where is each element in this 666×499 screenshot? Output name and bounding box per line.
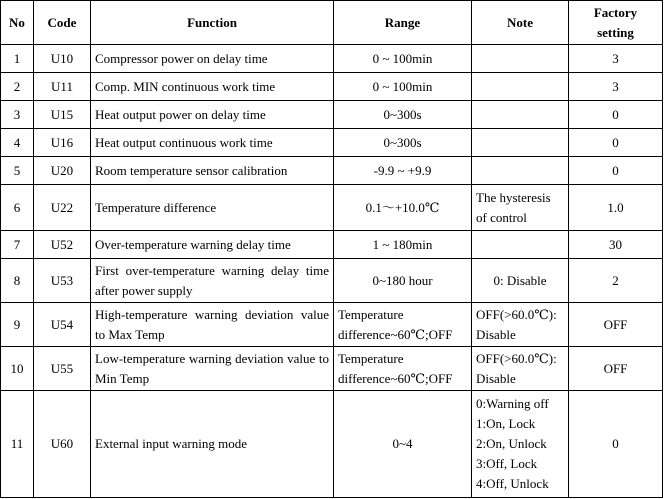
cell-note [472,101,569,129]
cell-no: 1 [1,45,34,73]
cell-factory: 1.0 [569,185,663,231]
range-line: Temperature [338,350,404,366]
note-line: OFF(>60.0℃): [476,350,557,366]
cell-note [472,45,569,73]
cell-code: U55 [34,347,91,391]
cell-factory: 0 [569,101,663,129]
note-line: 4:Off, Unlock [476,476,549,491]
range-line: difference~60℃;OFF [338,370,453,386]
cell-factory: 0 [569,157,663,185]
cell-code: U52 [34,231,91,259]
cell-no: 8 [1,259,34,303]
cell-range: 0 ~ 100min [334,73,472,101]
note-line: Disable [476,370,516,386]
cell-code: U11 [34,73,91,101]
header-row [1,1,663,45]
cell-no: 4 [1,129,34,157]
table-row [1,157,663,185]
cell-no: 5 [1,157,34,185]
note-line: Disable [476,326,516,342]
note-line: 3:Off, Lock [476,456,538,471]
table-row [1,391,663,498]
cell-no: 2 [1,73,34,101]
cell-range: 0.1～+10.0℃ [334,185,472,231]
cell-code: U60 [34,391,91,498]
range-line: difference~60℃;OFF [338,326,453,342]
cell-function: Room temperature sensor calibration [91,157,334,185]
note-line: 2:On, Unlock [476,436,547,451]
cell-note [472,73,569,101]
note-line: of control [476,209,527,225]
cell-function: Over-temperature warning delay time [91,231,334,259]
header-range: Range [334,1,472,45]
cell-factory: 30 [569,231,663,259]
cell-function: High-temperature warning deviation value to Max Temp [91,303,334,347]
cell-range [334,303,472,347]
cell-factory: 2 [569,259,663,303]
note-line: The hysteresis [476,189,551,205]
header-code: Code [34,1,91,45]
cell-note [472,185,569,231]
table-row [1,231,663,259]
cell-range: 0~180 hour [334,259,472,303]
table-row [1,129,663,157]
cell-function: Heat output continuous work time [91,129,334,157]
cell-code: U20 [34,157,91,185]
cell-no: 6 [1,185,34,231]
cell-range: 0 ~ 100min [334,45,472,73]
cell-note [472,347,569,391]
cell-note [472,303,569,347]
cell-no: 10 [1,347,34,391]
cell-range: 0~300s [334,129,472,157]
note-line: 1:On, Lock [476,416,536,431]
cell-function: Comp. MIN continuous work time [91,73,334,101]
cell-note [472,231,569,259]
table-row [1,45,663,73]
cell-factory: 3 [569,45,663,73]
cell-function: External input warning mode [91,391,334,498]
cell-function: Temperature difference [91,185,334,231]
cell-function: Heat output power on delay time [91,101,334,129]
cell-factory: 0 [569,129,663,157]
cell-factory: OFF [569,347,663,391]
header-note: Note [472,1,569,45]
cell-note [472,391,569,498]
cell-range: 0~4 [334,391,472,498]
cell-no: 9 [1,303,34,347]
cell-function: Low-temperature warning deviation value to Min Temp [91,347,334,391]
range-line: Temperature [338,306,404,322]
table-row [1,73,663,101]
cell-no: 3 [1,101,34,129]
cell-no: 11 [1,391,34,498]
cell-function: Compressor power on delay time [91,45,334,73]
cell-factory: 3 [569,73,663,101]
cell-range: 1 ~ 180min [334,231,472,259]
header-no: No [1,1,34,45]
cell-code: U10 [34,45,91,73]
header-function: Function [91,1,334,45]
cell-factory: OFF [569,303,663,347]
table-row [1,347,663,391]
cell-note: 0: Disable [472,259,569,303]
cell-function: First over-temperature warning delay time after power supply [91,259,334,303]
cell-range: 0~300s [334,101,472,129]
table-row [1,185,663,231]
cell-code: U16 [34,129,91,157]
note-line: 0:Warning off [476,396,549,411]
cell-note [472,129,569,157]
header-factory-line1: Factory [593,4,638,20]
cell-range [334,347,472,391]
cell-factory: 0 [569,391,663,498]
table-row [1,101,663,129]
cell-code: U53 [34,259,91,303]
cell-range: -9.9 ~ +9.9 [334,157,472,185]
table-row [1,303,663,347]
table-row [1,259,663,303]
header-factory-line2: setting [597,24,634,40]
note-line: OFF(>60.0℃): [476,306,557,322]
cell-code: U54 [34,303,91,347]
cell-code: U22 [34,185,91,231]
cell-no: 7 [1,231,34,259]
cell-note [472,157,569,185]
header-factory-setting [569,1,663,45]
cell-code: U15 [34,101,91,129]
